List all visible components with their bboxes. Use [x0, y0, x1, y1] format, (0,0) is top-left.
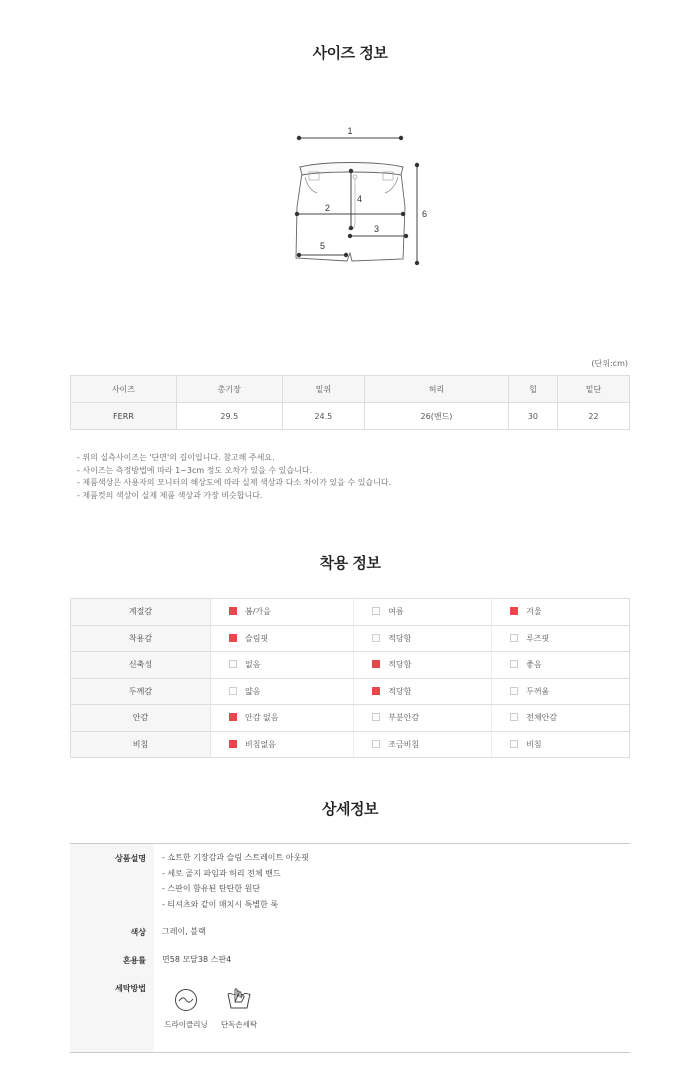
color-value: 그레이, 블랙 [162, 927, 206, 936]
checked-box-icon [372, 687, 380, 695]
detail-top-divider [70, 843, 630, 844]
wear-row [71, 599, 630, 626]
wear-option [492, 705, 630, 732]
wear-option-label: 비침 [526, 739, 542, 749]
wear-row-label: 계절감 [71, 599, 211, 626]
detail-section-title: 상세정보 [322, 800, 378, 818]
size-cell: 26(밴드) [365, 403, 509, 430]
wear-option-label: 안감 없음 [245, 713, 279, 723]
unchecked-box-icon [510, 740, 518, 748]
size-table [70, 375, 630, 430]
blend-value: 면58 모달38 스판4 [162, 955, 232, 964]
wear-option-label: 겨울 [526, 607, 542, 617]
unchecked-box-icon [372, 740, 380, 748]
size-header-cell: 밑위 [282, 376, 364, 403]
description-line: - 티셔츠와 같이 매치시 특별한 룩 [162, 899, 279, 909]
checked-box-icon [372, 660, 380, 668]
wear-option [211, 599, 354, 626]
wear-option-label: 전체안감 [526, 713, 558, 723]
size-cell: 29.5 [176, 403, 282, 430]
description-list [162, 850, 309, 912]
wear-option [492, 599, 630, 626]
unchecked-box-icon [510, 687, 518, 695]
unchecked-box-icon [510, 634, 518, 642]
note-line: - 사이즈는 측정방법에 따라 1~3cm 정도 오차가 있을 수 있습니다. [77, 465, 313, 475]
description-label: 상품설명 [115, 854, 146, 863]
unchecked-box-icon [229, 687, 237, 695]
diagram-label-3: 3 [374, 224, 380, 234]
wear-section-title: 착용 정보 [319, 554, 381, 572]
shorts-size-diagram [285, 125, 435, 275]
size-header-cell: 총기장 [176, 376, 282, 403]
wear-option-label: 슬림핏 [245, 633, 269, 643]
wear-option [354, 705, 492, 732]
unchecked-box-icon [372, 607, 380, 615]
wear-option [354, 599, 492, 626]
wear-option-label: 두꺼움 [526, 686, 550, 696]
wear-info-table [70, 598, 630, 758]
wear-option [354, 731, 492, 758]
wear-row-label: 안감 [71, 705, 211, 732]
diagram-label-2: 2 [325, 203, 331, 213]
checked-box-icon [229, 607, 237, 615]
diagram-label-6: 6 [422, 209, 428, 219]
unchecked-box-icon [372, 634, 380, 642]
size-section-title: 사이즈 정보 [312, 44, 388, 62]
checked-box-icon [229, 634, 237, 642]
unchecked-box-icon [372, 713, 380, 721]
dry-clean-caption: 드라이클리닝 [164, 1020, 208, 1029]
size-cell: 22 [557, 403, 629, 430]
description-line: - 스판이 함유된 탄탄한 원단 [162, 884, 261, 893]
size-cell: 30 [508, 403, 557, 430]
wear-option-label: 없음 [245, 660, 261, 670]
color-label: 색상 [130, 928, 146, 937]
wear-option [211, 625, 354, 652]
note-line: - 제품색상은 사용자의 모니터의 해상도에 따라 실제 색상과 다소 차이가 있을 수 있습니다. [77, 478, 392, 487]
wear-option-label: 봄/가을 [245, 607, 271, 617]
checked-box-icon [510, 607, 518, 615]
wear-option-label: 비침없음 [245, 739, 276, 749]
checked-box-icon [229, 740, 237, 748]
detail-bottom-divider [70, 1052, 630, 1053]
detail-label-column [70, 844, 154, 1052]
size-table-header-row [71, 376, 630, 403]
hand-wash-caption: 단독손세탁 [220, 1020, 258, 1029]
wear-option-label: 좋음 [526, 660, 542, 670]
diagram-label-5: 5 [320, 241, 326, 251]
checked-box-icon [229, 713, 237, 721]
diagram-label-1: 1 [347, 126, 353, 136]
wear-option [211, 678, 354, 705]
wear-option [354, 625, 492, 652]
size-header-cell: 허리 [365, 376, 509, 403]
description-line: - 쇼트한 기장감과 슬림 스트레이트 아웃핏 [162, 853, 309, 862]
unchecked-box-icon [510, 660, 518, 668]
wear-option-label: 루즈핏 [526, 633, 550, 643]
wear-row [71, 705, 630, 732]
wear-row-label: 비침 [71, 731, 211, 758]
note-line: - 위의 실측사이즈는 '단면'의 길이입니다. 참고해 주세요. [77, 453, 275, 462]
wear-row [71, 652, 630, 679]
wear-option [211, 705, 354, 732]
wear-option [354, 678, 492, 705]
wear-option-label: 적당함 [388, 660, 412, 670]
wear-option [492, 652, 630, 679]
wear-row-label: 착용감 [71, 625, 211, 652]
wear-option-label: 조금비침 [388, 739, 420, 749]
diagram-label-4: 4 [357, 194, 363, 204]
hand-wash-icon [226, 986, 252, 1012]
unchecked-box-icon [229, 660, 237, 668]
wear-option-label: 얇음 [245, 686, 261, 696]
wear-row [71, 731, 630, 758]
unit-label: (단위:cm) [591, 359, 628, 368]
blend-label: 혼용률 [122, 956, 146, 965]
wear-option [492, 625, 630, 652]
wear-row-label: 두께감 [71, 678, 211, 705]
wear-option [492, 731, 630, 758]
table-row [71, 403, 630, 430]
wear-row [71, 625, 630, 652]
wear-option [211, 652, 354, 679]
wear-row [71, 678, 630, 705]
wear-option-label: 여름 [388, 607, 404, 617]
size-cell: FERR [71, 403, 177, 430]
size-header-cell: 밑단 [557, 376, 629, 403]
wear-option [492, 678, 630, 705]
unchecked-box-icon [510, 713, 518, 721]
dry-clean-icon [174, 988, 198, 1012]
note-line: - 제품컷의 색상이 실제 제품 색상과 가장 비슷합니다. [77, 490, 263, 500]
size-header-cell: 사이즈 [71, 376, 177, 403]
description-line: - 세로 골지 파임과 허리 전체 밴드 [162, 868, 281, 878]
wear-row-label: 신축성 [71, 652, 211, 679]
size-notes [77, 452, 391, 502]
wear-option-label: 적당함 [388, 686, 412, 696]
wash-label: 세탁방법 [115, 984, 146, 993]
size-cell: 24.5 [282, 403, 364, 430]
wear-option-label: 적당함 [388, 633, 412, 643]
wear-option [211, 731, 354, 758]
wear-option-label: 부분안감 [388, 713, 420, 723]
size-header-cell: 힙 [508, 376, 557, 403]
wear-option [354, 652, 492, 679]
